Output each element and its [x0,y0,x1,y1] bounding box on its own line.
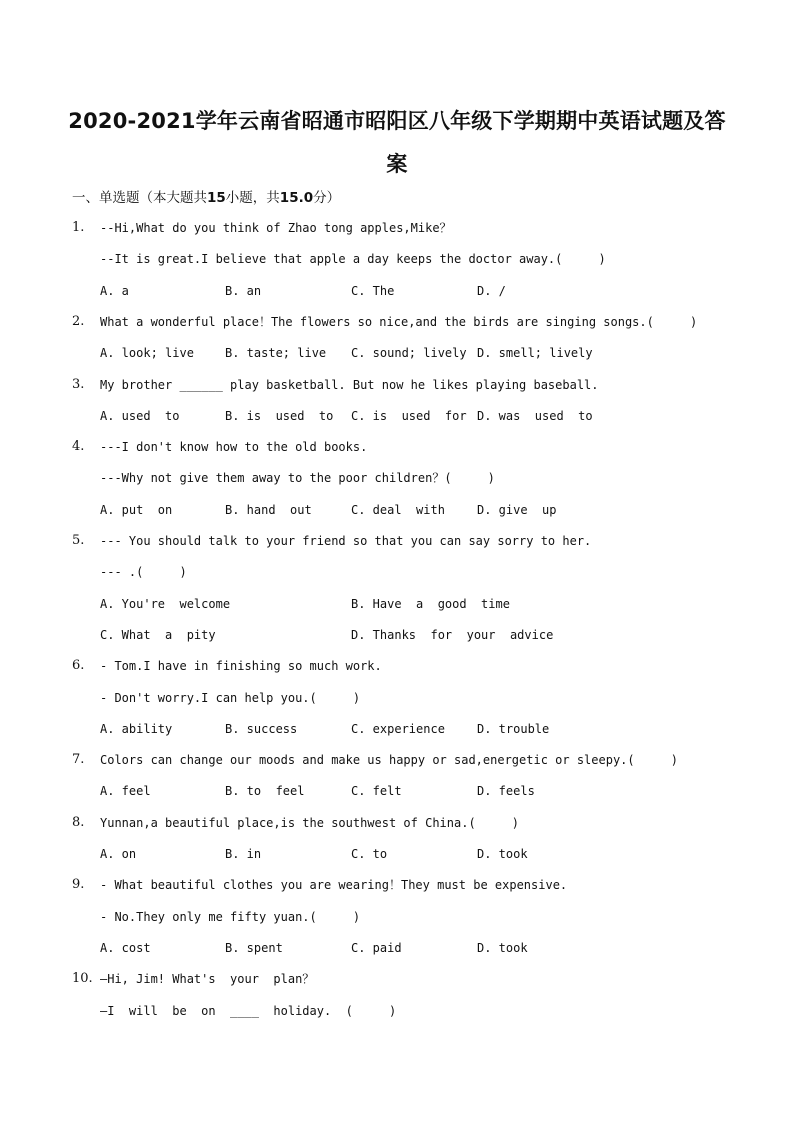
answer-option[interactable]: B. to feel [225,784,305,799]
answer-option[interactable]: D. feels [477,784,535,799]
answer-option[interactable]: A. cost [100,940,151,955]
answer-option[interactable]: D. smell; lively [477,346,593,361]
section-mid: 小题，共 [225,190,280,206]
question-number: 10. [72,971,93,987]
question-text: --It is great.I believe that apple a day keeps the doctor away.( ) [100,252,606,267]
question-text: --- You should talk to your friend so that you can say sorry to her. [100,534,592,548]
answer-option[interactable]: C. felt [351,784,402,799]
question-number: 9. [72,877,85,893]
answer-option[interactable]: B. taste; live [225,346,327,361]
answer-option[interactable]: A. look; live [100,346,194,361]
answer-option[interactable]: A. ability [100,721,173,736]
section-suffix: 分） [313,190,341,206]
question-text: - No.They only me fifty yuan.( ) [100,909,361,924]
answer-option[interactable]: A. put on [100,502,173,517]
answer-option[interactable]: C. paid [351,940,402,955]
answer-option[interactable]: B. success [225,721,298,736]
question-text: - What beautiful clothes you are wearing！They must be expensive. [100,878,568,893]
question-text: —Hi, Jim! What's your plan？ [100,972,315,987]
question-number: 3. [72,376,85,392]
question-text: Colors can change our moods and make us happy or sad,energetic or sleepy.( ) [100,753,678,768]
answer-option[interactable]: D. Thanks for your advice [351,627,554,642]
question-text: What a wonderful place！The flowers so nice,and the birds are singing songs.( ) [100,314,698,329]
question-text: —I will be on ____ holiday. ( ) [100,1003,397,1018]
answer-option[interactable]: C. What a pity [100,627,216,642]
answer-option[interactable]: C. sound; lively [351,346,467,361]
title-line-1: 2020-2021学年云南省昭通市昭阳区八年级下学期期中英语试题及答 [68,109,726,133]
answer-option[interactable]: C. The [351,283,395,298]
question-text: --- .( ) [100,565,187,580]
question-text: --Hi,What do you think of Zhao tong apples,Mike？ [100,221,452,235]
question-text: - Tom.I have in finishing so much work. [100,659,382,674]
question-text: ---I don't know how to the old books. [100,440,368,455]
answer-option[interactable]: B. is used to [225,408,334,423]
answer-option[interactable]: C. is used for [351,408,467,423]
section-prefix: 一、单选题（本大题共 [72,190,207,206]
answer-option[interactable]: B. spent [225,940,283,955]
question-number: 7. [72,752,85,768]
answer-option[interactable]: B. an [225,283,262,298]
answer-option[interactable]: D. was used to [477,408,593,423]
question-number: 6. [72,658,85,674]
section-heading [72,186,340,206]
answer-option[interactable]: A. on [100,847,137,861]
answer-option[interactable]: B. Have a good time [351,596,510,611]
answer-option[interactable]: B. hand out [225,502,312,517]
question-text: ---Why not give them away to the poor children？( ) [100,471,495,486]
answer-option[interactable]: C. experience [351,721,445,736]
answer-option[interactable]: C. to [351,847,388,861]
section-score: 15.0 [279,190,314,206]
question-number: 4. [72,439,85,455]
answer-option[interactable]: D. / [477,283,506,298]
answer-option[interactable]: A. used to [100,408,180,423]
question-text: Yunnan,a beautiful place,is the southwest of China.( ) [100,815,520,830]
answer-option[interactable]: D. took [477,940,528,955]
answer-option[interactable]: B. in [225,847,262,861]
section-count: 15 [207,190,226,206]
title-line-2: 案 [386,152,408,176]
question-number: 8. [72,814,85,830]
page-title [60,100,734,186]
question-number: 1. [72,220,85,235]
answer-option[interactable]: D. took [477,847,528,861]
answer-option[interactable]: D. trouble [477,721,550,736]
question-text: My brother ______ play basketball. But now he likes playing baseball. [100,377,599,392]
answer-option[interactable]: A. a [100,283,129,298]
answer-option[interactable]: C. deal with [351,502,445,517]
question-number: 2. [72,313,85,329]
answer-option[interactable]: D. give up [477,502,557,517]
answer-option[interactable]: A. feel [100,784,151,799]
answer-option[interactable]: A. You're welcome [100,596,231,611]
question-number: 5. [72,533,85,548]
question-text: - Don't worry.I can help you.( ) [100,690,361,705]
